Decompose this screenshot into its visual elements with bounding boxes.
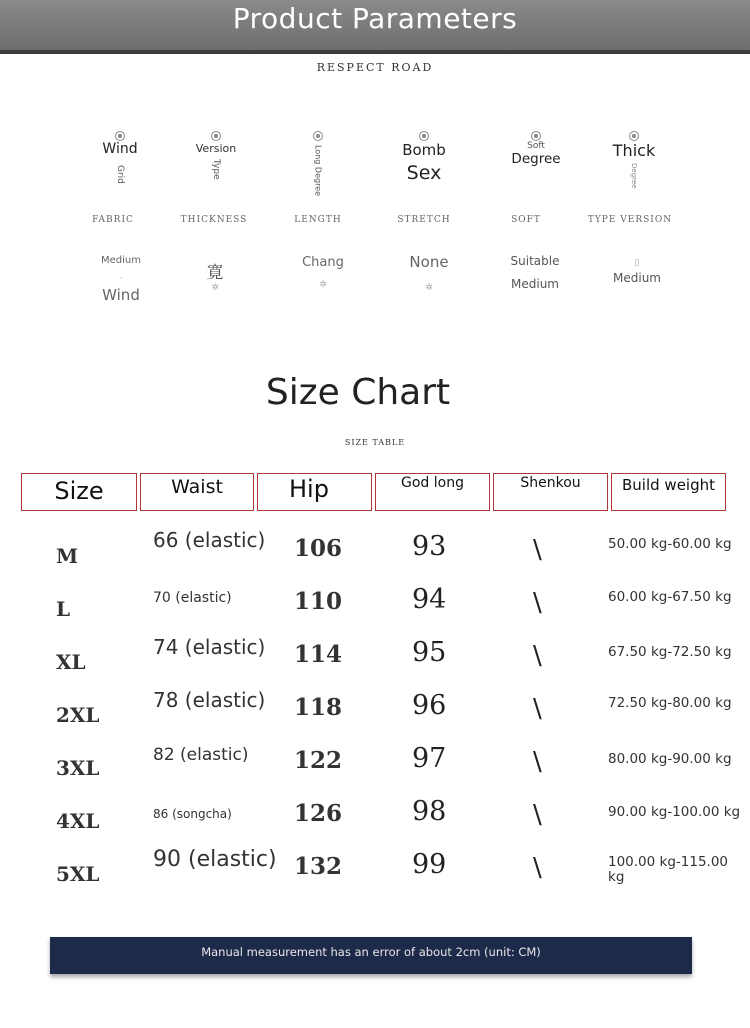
option-bottom: Medium [613, 271, 661, 285]
param-label: Bomb [402, 141, 446, 159]
category-stretch: STRETCH [397, 215, 451, 225]
page-title: Product Parameters [232, 2, 518, 35]
param-label: Thick [612, 141, 656, 160]
param-soft [496, 131, 576, 168]
header-weight: Build weight [611, 473, 726, 511]
cell-cuff: \ [533, 641, 542, 671]
header-waist: Waist [140, 473, 254, 511]
category-thickness: THICKNESS [180, 215, 248, 225]
cell-weight: 50.00 kg-60.00 kg [608, 536, 732, 552]
option-marker-icon: ✲ [211, 283, 219, 293]
cell-cuff: \ [533, 800, 542, 830]
cell-size: L [56, 597, 71, 621]
category-fabric: FABRIC [92, 215, 134, 225]
brand-subtitle: RESPECT ROAD [316, 61, 434, 74]
cell-size: 2XL [56, 703, 100, 727]
param-thickness [176, 131, 256, 184]
param-label: Soft [527, 141, 545, 151]
cell-waist: 74 (elastic) [153, 635, 266, 659]
option-top: Suitable [510, 254, 560, 268]
header-hip: Hip [257, 473, 372, 511]
cell-cuff: \ [533, 694, 542, 724]
radio-icon [115, 131, 125, 141]
param-vertical-label: Long Degree [313, 145, 323, 197]
cell-waist: 90 (elastic) [153, 847, 277, 872]
radio-icon [629, 131, 639, 141]
header-cuff: Shenkou [493, 473, 608, 511]
cell-cuff: \ [533, 747, 542, 777]
param-label: Wind [102, 141, 138, 157]
cell-size: 5XL [56, 862, 100, 886]
cell-weight: 67.50 kg-72.50 kg [608, 644, 732, 660]
cell-size: XL [56, 650, 86, 674]
option-fabric [76, 255, 166, 304]
cell-cuff: \ [533, 588, 542, 618]
param-type-version [594, 131, 674, 192]
param-stretch [384, 131, 464, 186]
radio-icon [419, 131, 429, 141]
category-soft: SOFT [511, 215, 541, 225]
radio-icon [531, 131, 541, 141]
cell-weight: 100.00 kg-115.00 kg [608, 854, 729, 885]
cell-weight: 90.00 kg-100.00 kg [608, 804, 741, 820]
cell-length: 99 [412, 849, 447, 880]
option-bottom: Medium [511, 277, 559, 291]
param-fabric [80, 131, 160, 187]
option-type-version [592, 258, 682, 285]
option-soft [490, 254, 580, 291]
page-header [0, 0, 750, 54]
cell-weight: 60.00 kg-67.50 kg [608, 589, 732, 605]
cell-waist: 66 (elastic) [153, 528, 266, 552]
option-stretch [384, 253, 474, 293]
option-top: Chang [302, 255, 344, 270]
cell-hip: 118 [294, 694, 343, 721]
option-top: 寛 [206, 263, 224, 283]
option-marker-icon: ▯ [634, 258, 640, 268]
cell-cuff: \ [533, 853, 542, 883]
cell-hip: 110 [294, 588, 343, 615]
option-top: Medium [101, 255, 141, 266]
cell-length: 96 [412, 690, 447, 721]
cell-size: M [56, 544, 79, 568]
option-marker-icon: ✲ [425, 283, 433, 293]
param-vertical-label: Type [211, 159, 221, 180]
param-length [278, 131, 358, 200]
size-chart-title: Size Chart [265, 372, 451, 413]
size-chart-subtitle: SIZE TABLE [344, 438, 406, 447]
cell-waist: 86 (songcha) [153, 807, 232, 821]
cell-waist: 78 (elastic) [153, 688, 266, 712]
category-length: LENGTH [294, 215, 342, 225]
cell-hip: 126 [294, 800, 343, 827]
header-size: Size [21, 473, 137, 511]
cell-weight: 72.50 kg-80.00 kg [608, 695, 732, 711]
cell-waist: 82 (elastic) [153, 745, 249, 765]
cell-hip: 122 [294, 747, 343, 774]
option-marker-icon: · [119, 274, 123, 284]
cell-cuff: \ [533, 535, 542, 565]
measurement-note-bar [50, 937, 692, 974]
param-label: Version [195, 142, 237, 155]
cell-hip: 132 [294, 853, 343, 880]
cell-length: 95 [412, 637, 447, 668]
param-label-2: Degree [511, 151, 561, 167]
radio-icon [211, 131, 221, 141]
cell-length: 98 [412, 796, 447, 827]
param-label-2: Sex [406, 161, 442, 184]
header-length: God long [375, 473, 490, 511]
cell-length: 94 [412, 584, 447, 615]
cell-length: 93 [412, 531, 447, 562]
radio-icon [313, 131, 323, 141]
option-top: None [409, 253, 449, 271]
param-vertical-label: Grid [115, 164, 125, 184]
cell-weight: 80.00 kg-90.00 kg [608, 751, 732, 767]
cell-size: 3XL [56, 756, 100, 780]
option-thickness [170, 258, 260, 293]
category-type-version: TYPE VERSION [587, 215, 673, 225]
option-bottom: Wind [102, 286, 140, 304]
measurement-note: Manual measurement has an error of about 2cm (unit: CM) [201, 945, 541, 959]
cell-hip: 106 [294, 535, 343, 562]
cell-hip: 114 [294, 641, 343, 668]
option-length [278, 255, 368, 290]
option-marker-icon: ✲ [319, 280, 327, 290]
cell-length: 97 [412, 743, 447, 774]
cell-size: 4XL [56, 809, 100, 833]
param-vertical-label: Degree [630, 163, 638, 189]
cell-waist: 70 (elastic) [153, 590, 232, 606]
